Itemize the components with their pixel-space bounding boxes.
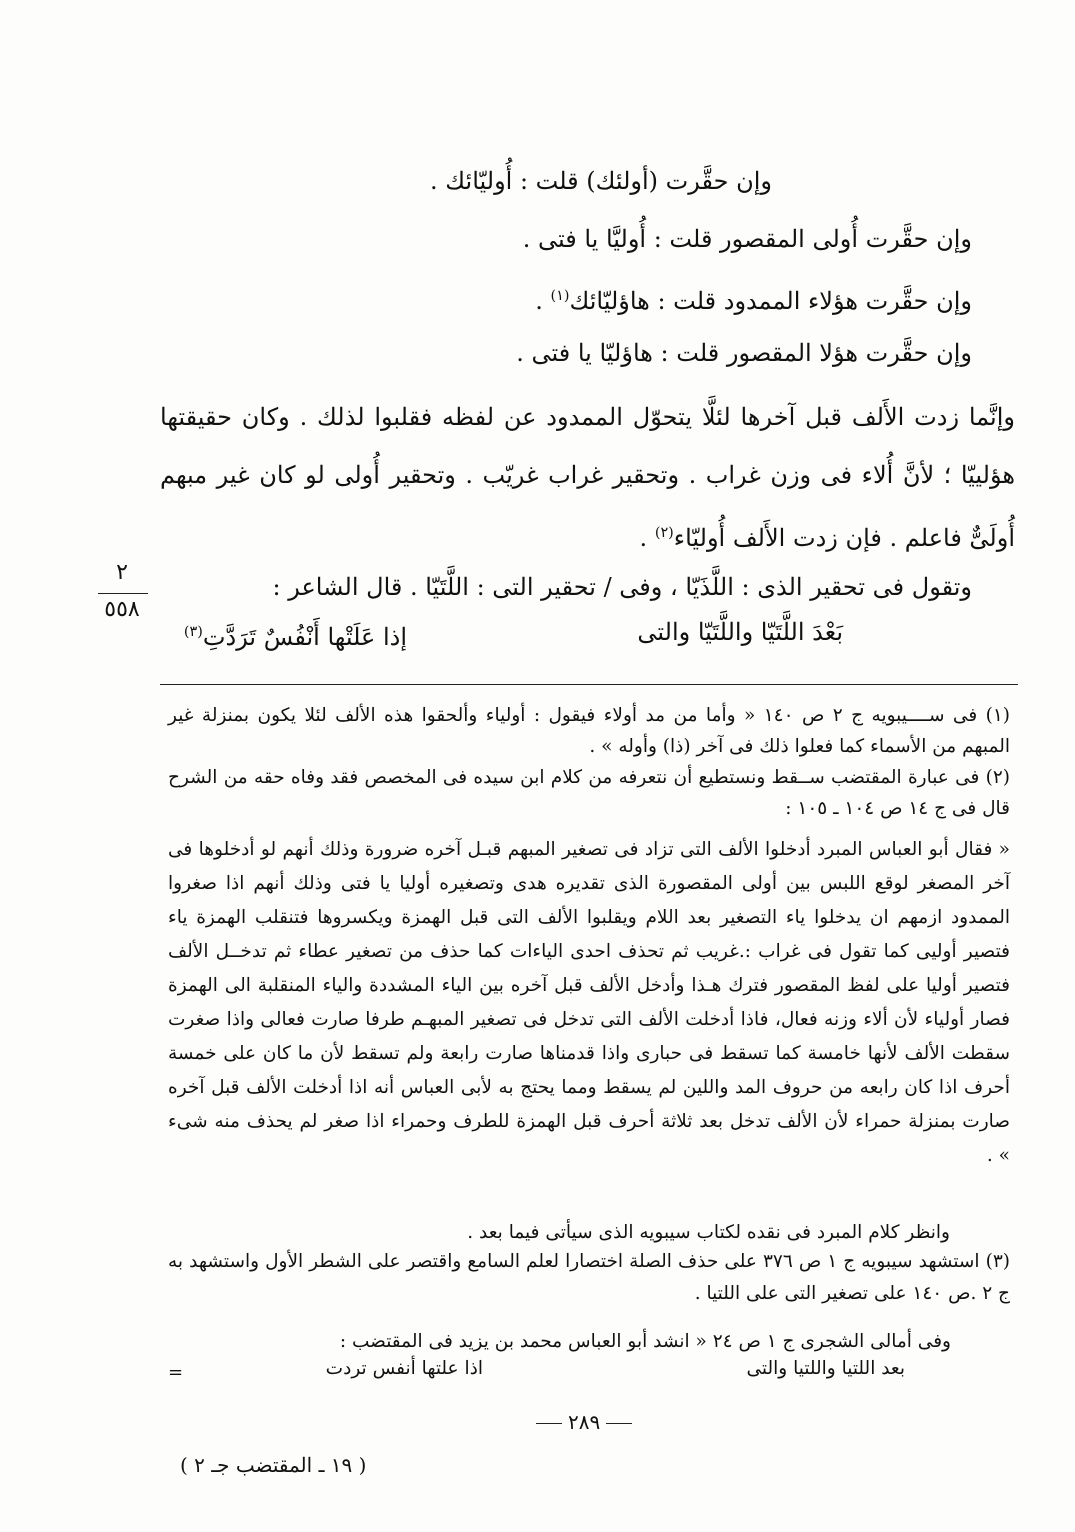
main-paragraph-end: . <box>639 524 655 552</box>
footnote-verse-left: اذا علتها أنفس تردت <box>325 1358 483 1379</box>
footnote-3: (٣) استشهد سيبويه ج ١ ص ٣٧٦ على حذف الصلة اختصارا لعلم السامع واقتصر على الشطر الأول واستشهد به ج ٢ .ص ١٤٠ على تصغير التى على اللتيا . <box>168 1251 1010 1304</box>
footnote-quote: « فقال أبو العباس المبرد أدخلوا الألف التى تزاد فى تصغير المبهم قبـل آخره ضرورة وذلك أنهم لو أدخلوها فى آخر المصغر لوقع اللبس بين أولى المقصورة الذى تقديره هدى وتصغيره أوليا يا فتى وذلك أنهم اذا صغروا الممدود ازمهم ان يدخلوا ياء التصغير بعد اللام ويقلبوا الألف التى قبل الهمزة ويكسروها فتنقلب الهمزة ياء فتصير أوليى كما تقول فى غراب :.غريب ثم تحذف احدى الياءات كما حذف من تصغير عطاء ثم تدخــل الألف فتصير أوليا على لفظ المقصور فترك هـذا وأدخل الألف قبل آخره بين الياء المشددة والياء المنقلبة الى الهمزة فصار أولياء لأن ألاء وزنه فعال، فاذا أدخلت الألف التى تدخل فى تصغير المبهـم طرفا صارت فعالى واذا صغرت سقطت الألف لأنها خامسة كما تسقط فى حبارى واذا قدمناها صارت رابعة ولم تسقط لأن ما كان على خمسة أحرف اذا كان رابعه من حروف المد واللين لم يسقط ومما يحتج به لأبى العباس أنه اذا أدخلت الألف قبل آخره صارت بمنزلة حمراء لأن الألف تدخل بعد ثلاثة أحرف قبل الهمزة للطرف وحمراء اذا صغر لم يحذف منه شىء » . <box>168 839 1010 1166</box>
verse-right-hemistich: بَعْدَ اللَّتَيّا واللَّتَيّا والتى <box>637 618 843 646</box>
footnote-ref-3: (٣) <box>183 624 203 640</box>
margin-rule <box>98 593 148 594</box>
margin-number-top: ٢ <box>116 560 128 585</box>
footnote-see-also: وانظر كلام المبرد فى نقده لكتاب سيبويه الذى سيأتى فيما بعد . <box>467 1222 950 1243</box>
footnote-divider <box>160 684 1018 685</box>
page-number-dash-right <box>606 1423 632 1424</box>
verse-left-text: إذا عَلَتْها أَنْفُسٌ تَرَدَّتِ <box>202 623 407 651</box>
verse-left-hemistich <box>184 616 407 653</box>
footnote-ref-1: (١) <box>550 288 570 304</box>
main-line-3-end: . <box>535 287 551 315</box>
signature-mark: ( ١٩ ـ المقتضب جـ ٢ ) <box>180 1453 367 1477</box>
margin-number-bottom: ٥٥٨ <box>104 597 140 622</box>
footnote-1: (١) فى ســــيبويه ج ٢ ص ١٤٠ « وأما من مد أولاء فيقول : أولياء وألحقوا هذه الألف لئلا يكون بمنزلة غير المبهم من الأسماء كما فعلوا ذلك فى آخر (ذا) وأوله » . <box>168 705 1010 757</box>
main-line-3 <box>535 281 972 316</box>
main-line-2: وإن حقَّرت أُولى المقصور قلت : أُوليَّا يا فتى . <box>522 225 972 253</box>
main-paragraph-text: وإنَّما زدت الأَلف قبل آخرها لئلَّا يتحوّل الممدود عن لفظه فقلبوا لذلك . وكان حقيقتها هؤلييّا ؛ لأنَّ أُلاء فى وزن غراب . وتحقير غراب غريّب . وتحقير أُولى لو كان غير مبهم أُولَىٌّ فاعلم . فإن زدت الأَلف أُوليّاء <box>160 403 1015 552</box>
page-number-dash-left <box>536 1423 562 1424</box>
main-line-3-text: وإن حقَّرت هؤلاء الممدود قلت : هاؤليّائك <box>569 287 972 315</box>
page-number-text: ٢٨٩ <box>568 1410 601 1434</box>
main-line-4: وإن حقَّرت هؤلا المقصور قلت : هاؤليّا يا فتى . <box>516 339 972 367</box>
page-number <box>530 1410 638 1434</box>
main-line-1: وإن حقَّرت (أولئك) قلت : أُوليّائك . <box>430 167 772 195</box>
footnote-ref-2: (٢) <box>654 525 674 541</box>
margin-equals-mark: = <box>168 1362 184 1383</box>
footnote-verse-right: بعد اللتيا واللتيا والتى <box>746 1358 905 1379</box>
footnote-2: (٢) فى عبارة المقتضب ســقط ونستطيع أن نتعرفه من كلام ابن سيده فى المخصص فقد وفاه حقه من الشرح قال فى ج ١٤ ص ١٠٤ ـ ١٠٥ : <box>168 767 1010 819</box>
footnote-amali: وفى أمالى الشجرى ج ١ ص ٢٤ « انشد أبو العباس محمد بن يزيد فى المقتضب : <box>339 1331 951 1352</box>
main-paragraph <box>160 388 1015 567</box>
main-line-5: وتقول فى تحقير الذى : اللَّذَيّا ، وفى / تحقير التى : اللَّتَيّا . قال الشاعر : <box>272 573 972 601</box>
